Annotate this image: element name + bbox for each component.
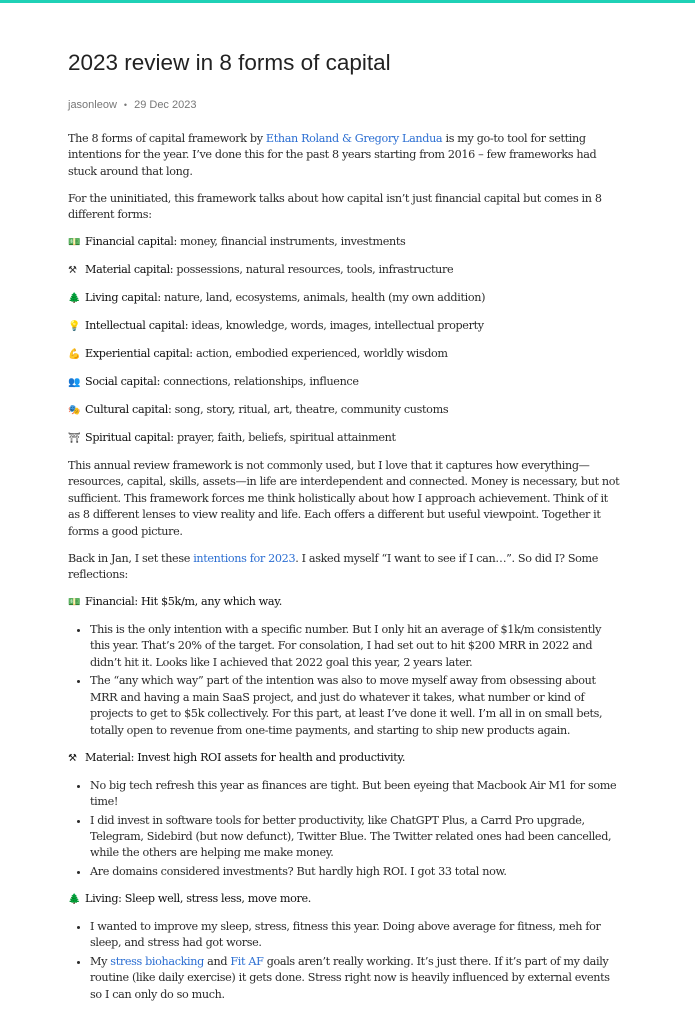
capital-item-spiritual: ⛩ Spiritual capital: prayer, faith, beliefs, spiritual attainment: [68, 430, 620, 447]
list-item: • No big tech refresh this year as finances are tight. But been eyeing that Macbook Air M1 for some time!: [90, 778, 620, 811]
capital-item-financial: 💵 Financial capital: money, financial instruments, investments: [68, 234, 620, 251]
capital-item-intellectual: 💡 Intellectual capital: ideas, knowledge, words, images, intellectual property: [68, 318, 620, 335]
capital-item-material: ⚒ Material capital: possessions, natural resources, tools, infrastructure: [68, 262, 620, 279]
material-bullets: [68, 778, 620, 881]
article-meta: [68, 99, 196, 111]
list-item: • My stress biohacking and Fit AF goals aren’t really working. It’s just there. If it’s part of my daily routine (like daily exercise) it gets done. Stress right now is heavily influenced by external events so I can only do so much.: [90, 954, 620, 1003]
section-heading-living: 🌲 Living: Sleep well, stress less, move more.: [68, 891, 620, 908]
list-item: • Are domains considered investments? But hardly high ROI. I got 33 total now.: [90, 864, 620, 880]
section-heading-material: ⚒ Material: Invest high ROI assets for health and productivity.: [68, 750, 620, 767]
light-bulb-icon: 💡: [68, 321, 81, 333]
publish-date: 29 Dec 2023: [134, 99, 197, 111]
stress-biohacking-link[interactable]: stress biohacking: [110, 954, 204, 968]
intentions-link[interactable]: intentions for 2023: [193, 551, 296, 565]
list-item: • The “any which way” part of the intention was also to move myself away from obsessing about MRR and having a main SaaS project, and just do whatever it takes, what number or kind of projects to get to $5k collectively. For this part, at least I’ve done it well. I’m all in on small bets, totally open to revenue from one-time payments, and starting to ship new products again.: [90, 673, 620, 739]
list-item: • I wanted to improve my sleep, stress, fitness this year. Doing above average for fitness, meh for sleep, and stress had got worse.: [90, 919, 620, 952]
capital-item-living: 🌲 Living capital: nature, land, ecosystems, animals, health (my own addition): [68, 290, 620, 307]
separator-dot-icon: •: [123, 100, 128, 110]
author-link[interactable]: jasonleow: [68, 99, 117, 111]
money-icon: 💵: [68, 237, 81, 249]
list-item: • This is the only intention with a specific number. But I only hit an average of $1k/m consistently this year. That’s 20% of the target. For consolation, I had set out to hit $200 MRR in 2022 and didn’t hit it. Looks like I achieved that 2022 goal this year, 2 years later.: [90, 622, 620, 671]
tree-icon: 🌲: [68, 293, 81, 305]
intro-paragraph-2: For the uninitiated, this framework talks about how capital isn’t just financial capital but comes in 8 different forms:: [68, 191, 602, 222]
top-accent-bar: [0, 0, 695, 3]
hammer-pick-icon: ⚒: [68, 752, 77, 764]
section-heading-financial: 💵 Financial: Hit $5k/m, any which way.: [68, 594, 620, 611]
page-title: 2023 review in 8 forms of capital: [68, 50, 391, 75]
financial-bullets: [68, 622, 620, 739]
fit-af-link[interactable]: Fit AF: [230, 954, 264, 968]
capital-item-experiential: 💪 Experiential capital: action, embodied experienced, worldly wisdom: [68, 346, 620, 363]
capital-item-social: 👥 Social capital: connections, relationships, influence: [68, 374, 620, 391]
list-item: • I did invest in software tools for better productivity, like ChatGPT Plus, a Carrd Pro upgrade, Telegram, Sidebird (but now defunct), Twitter Blue. The Twitter related ones had been cancelled, while the others are helping me make money.: [90, 813, 620, 862]
theatre-masks-icon: 🎭: [68, 405, 81, 417]
flexed-biceps-icon: 💪: [68, 349, 81, 361]
money-icon: 💵: [68, 596, 81, 608]
shrine-gate-icon: ⛩: [68, 433, 81, 445]
reflection-paragraph-1: This annual review framework is not commonly used, but I love that it captures how everything—resources, capital, skills, assets—in life are interdependent and connected. Money is necessary, but not sufficient. This framework forces me think holistically about how I approach achievement. Think of it as 8 different lenses to view reality and life. Each offers a different but useful viewpoint. Together it forms a good picture.: [68, 459, 620, 538]
reflection-paragraph-2: Back in Jan, I set these intentions for 2023. I asked myself “I want to see if I can…”. So did I? Some reflections:: [68, 551, 599, 581]
hammer-pick-icon: ⚒: [68, 265, 77, 277]
article-body: [68, 131, 620, 1014]
tree-icon: 🌲: [68, 893, 81, 905]
people-icon: 👥: [68, 377, 81, 389]
authors-link[interactable]: Ethan Roland & Gregory Landua: [265, 132, 443, 145]
intro-paragraph-1: The 8 forms of capital framework by Ethan Roland & Gregory Landua is my go-to tool for setting intentions for the year. I’ve done this for the past 8 years starting from 2016 – few frameworks had stuck around that long.: [68, 132, 597, 178]
capital-item-cultural: 🎭 Cultural capital: song, story, ritual, art, theatre, community customs: [68, 402, 620, 419]
living-bullets: [68, 919, 620, 1003]
